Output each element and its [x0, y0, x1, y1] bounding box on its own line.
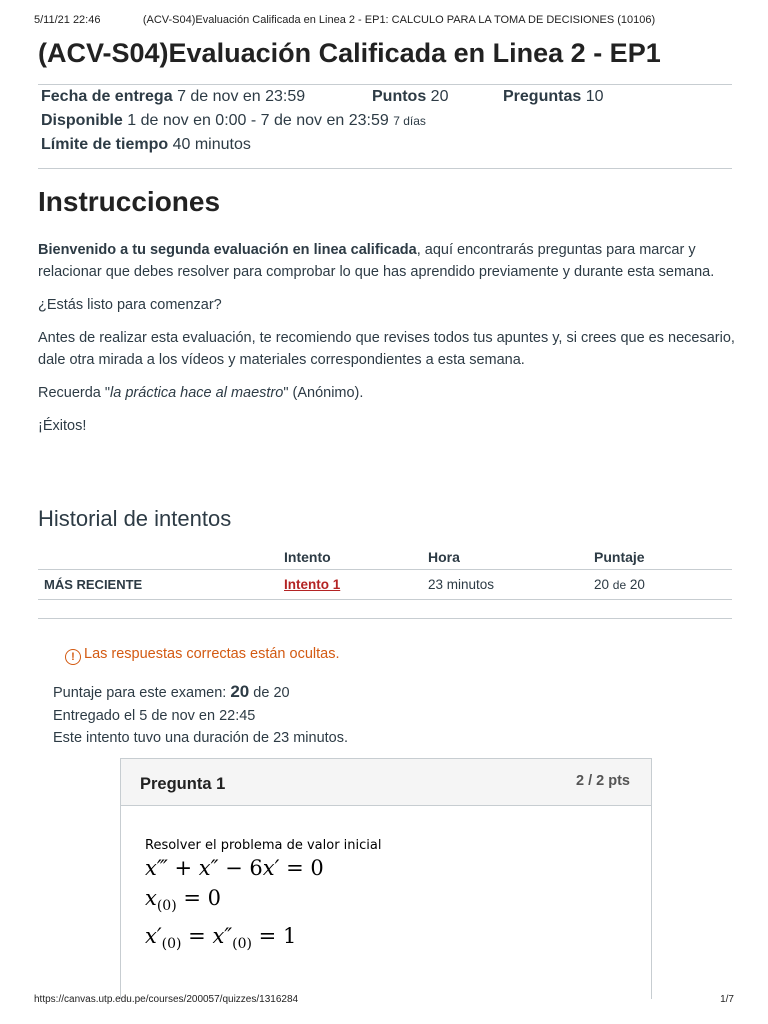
instructions-body: [38, 239, 738, 448]
print-url: https://canvas.utp.edu.pe/courses/200057/quizzes/1316284: [34, 994, 299, 1005]
score-big: 20: [230, 682, 250, 701]
quote-pre: Recuerda ": [38, 385, 111, 401]
attempt-duration: Este intento tuvo una duración de 23 minutos.: [53, 730, 349, 746]
score-value: 20: [594, 577, 610, 592]
question-title: Pregunta 1: [140, 775, 226, 793]
instructions-heading: Instrucciones: [38, 186, 221, 217]
time-limit: [41, 136, 251, 154]
page-title: (ACV-S04)Evaluación Calificada en Linea 2 - EP1: [38, 38, 661, 68]
attempt-label: MÁS RECIENTE: [38, 570, 284, 600]
due-label: Fecha de entrega: [41, 88, 173, 105]
instructions-paragraph: [38, 382, 738, 404]
notice-text: Las respuestas correctas están ocultas.: [84, 646, 340, 662]
warning-icon: !: [65, 649, 81, 665]
instructions-paragraph: ¿Estás listo para comenzar?: [38, 297, 222, 313]
print-date: 5/11/21 22:46: [34, 14, 101, 26]
score-sep: de: [612, 578, 627, 592]
instructions-paragraph: Antes de realizar esta evaluación, te recomiendo que revises todos tus apuntes y, si crees que es necesario, dale otra mirada a los vídeos y materiales correspondientes a esta semana.: [38, 330, 735, 368]
submitted-at: Entregado el 5 de nov en 22:45: [53, 707, 256, 724]
question-points: 2 / 2 pts: [576, 773, 630, 789]
attempt-history-table: [38, 544, 732, 600]
score-of: de 20: [253, 685, 290, 701]
score-label: Puntaje para este examen:: [53, 685, 227, 701]
available-value: 1 de nov en 0:00 - 7 de nov en 23:59: [127, 112, 389, 129]
divider: [38, 618, 732, 619]
questions-label: Preguntas: [503, 88, 582, 105]
attempt-link[interactable]: Intento 1: [284, 577, 341, 592]
attempt-score: [594, 570, 732, 600]
time-limit-value: 40 minutos: [172, 136, 251, 153]
attempt-time: 23 minutos: [428, 570, 594, 600]
quote-post: " (Anónimo).: [283, 385, 364, 401]
instructions-paragraph: ¡Éxitos!: [38, 418, 87, 434]
points-label: Puntos: [372, 88, 427, 105]
equation-ic2: $x'_{(0)} = x''_{(0)} = 1$: [145, 924, 297, 953]
due-date: [41, 88, 305, 106]
question-lead: Resolver el problema de valor inicial: [145, 838, 382, 853]
quote-italic: la práctica hace al maestro: [110, 385, 284, 401]
history-heading: Historial de intentos: [38, 506, 232, 531]
print-footer: [34, 994, 734, 1005]
column-header-score: Puntaje: [594, 544, 732, 570]
equation-ode: x‴ + x″ − 6x′ = 0: [145, 856, 324, 880]
due-value: 7 de nov en 23:59: [177, 88, 306, 105]
column-header-time: Hora: [428, 544, 594, 570]
points-value: 20: [430, 88, 449, 105]
question-card: [120, 758, 652, 999]
hidden-answers-notice: [65, 646, 340, 665]
available-label: Disponible: [41, 112, 123, 129]
exam-score: [53, 681, 348, 705]
question-body: [145, 838, 381, 959]
column-header-attempt: Intento: [284, 544, 428, 570]
availability: [41, 112, 426, 130]
question-header: [121, 759, 651, 806]
print-doc-title: (ACV-S04)Evaluación Calificada en Linea 2 - EP1: CALCULO PARA LA TOMA DE DECISIONES (10106): [142, 14, 656, 26]
column-header-blank: [38, 544, 284, 570]
instructions-paragraph: [38, 239, 738, 283]
table-row: [38, 570, 732, 600]
questions: [503, 88, 604, 106]
points: [372, 88, 448, 106]
score-max: 20: [629, 577, 645, 592]
print-page-number: 1/7: [720, 994, 734, 1005]
welcome-rest: , aquí encontrarás preguntas para marcar y relacionar que debes resolver para comprobar lo que has aprendido previamente y durante esta semana.: [38, 242, 715, 280]
welcome-text: Bienvenido a tu segunda evaluación en linea calificada: [38, 242, 417, 258]
divider: [38, 168, 732, 169]
available-days: 7 días: [393, 114, 426, 128]
equation-ic1: $x_{(0)} = 0$: [145, 886, 222, 915]
table-header-row: [38, 544, 732, 570]
time-limit-label: Límite de tiempo: [41, 136, 169, 153]
questions-value: 10: [585, 88, 604, 105]
divider: [38, 84, 732, 85]
score-summary: [53, 681, 348, 750]
